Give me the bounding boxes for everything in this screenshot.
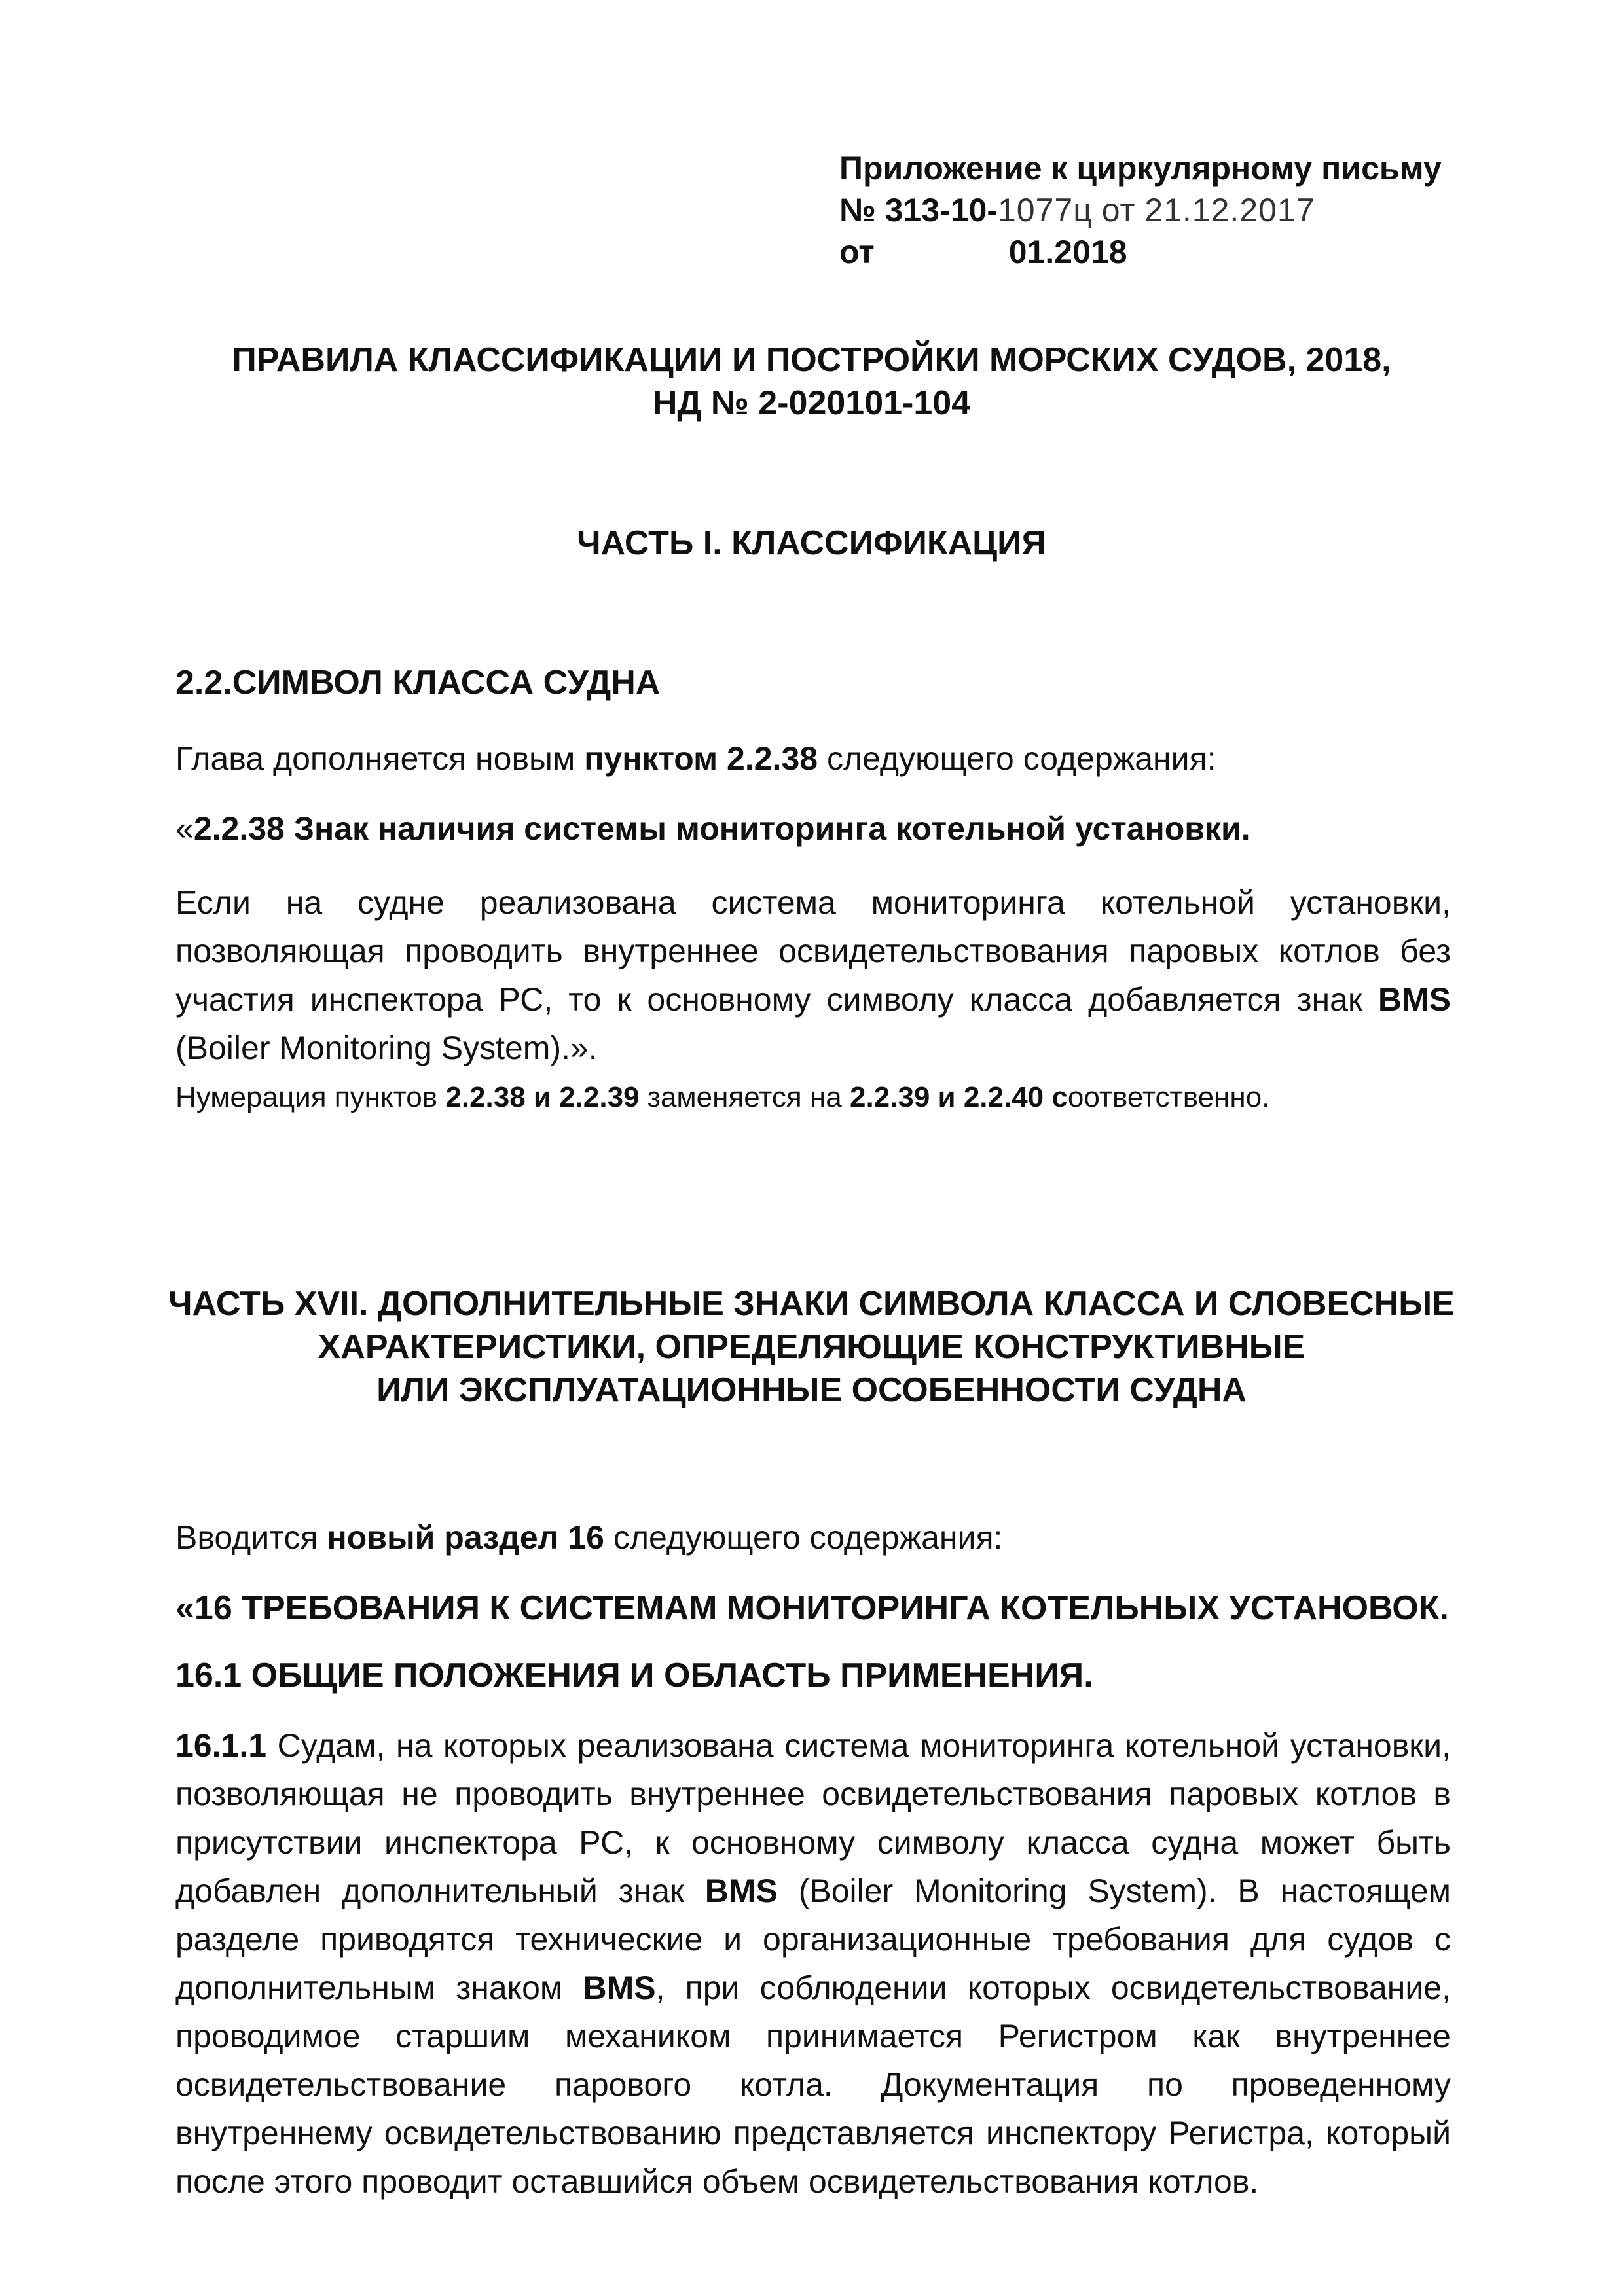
part1-body-line3-bold: BMS <box>1377 981 1451 1018</box>
appendix-from-line <box>839 233 1127 271</box>
part1-intro-bold-1: пунктом <box>584 740 718 777</box>
renumber-bold-2: 2.2.39 и 2.2.40 <box>849 1081 1044 1113</box>
part17-intro-bold: новый раздел 16 <box>327 1519 604 1556</box>
doc-title-line1: ПРАВИЛА КЛАССИФИКАЦИИ И ПОСТРОЙКИ МОРСКИХ СУДОВ, 2018, <box>232 341 1391 379</box>
part1-renumber-note <box>175 1081 1269 1114</box>
part17-intro-suffix: следующего содержания: <box>604 1519 1003 1556</box>
appendix-from-label: от <box>839 234 875 270</box>
part17-title-line1: ЧАСТЬ XVII. ДОПОЛНИТЕЛЬНЫЕ ЗНАКИ СИМВОЛА КЛАССА И СЛОВЕСНЫЕ <box>168 1285 1455 1323</box>
p-line6-bold: BMS <box>583 1969 656 2006</box>
part1-clause-title-text: 2.2.38 Знак наличия системы мониторинга котельной установки. <box>193 810 1250 847</box>
p-line1-text: Судам, на которых реализована система мониторинга котельной установки, <box>266 1727 1451 1764</box>
p-line4-prefix: добавлен дополнительный знак <box>175 1873 705 1909</box>
appendix-number-handwritten: 1077ц <box>997 192 1093 228</box>
part17-title-line2: ХАРАКТЕРИСТИКИ, ОПРЕДЕЛЯЮЩИЕ КОНСТРУКТИВНЫЕ <box>318 1328 1305 1366</box>
p-line1 <box>175 1721 1451 1770</box>
renumber-bold-c: с <box>1044 1081 1068 1113</box>
part1-clause-title <box>175 810 1250 848</box>
part1-intro-bold-2: 2.2.38 <box>718 740 818 777</box>
p-line6-prefix: дополнительным знаком <box>175 1969 583 2006</box>
p-number: 16.1.1 <box>175 1727 267 1764</box>
appendix-date-label: от <box>1101 192 1136 228</box>
part1-intro-prefix: Глава дополняется новым <box>175 740 585 777</box>
part1-section-heading: 2.2.СИМВОЛ КЛАССА СУДНА <box>175 664 661 702</box>
part1-intro-suffix: следующего содержания: <box>818 740 1216 777</box>
renumber-prefix: Нумерация пунктов <box>175 1081 446 1113</box>
p-line7: проводимое старшим механиком принимается Регистром как внутреннее <box>175 2018 1451 2054</box>
appendix-from-value: 01.2018 <box>1008 234 1127 270</box>
p-line5: разделе приводятся технические и организационные требования для судов с <box>175 1921 1451 1958</box>
p-line6 <box>175 1964 1451 2012</box>
appendix-number-prefix: № 313-10- <box>839 192 998 228</box>
renumber-bold-1: 2.2.38 и 2.2.39 <box>445 1081 640 1113</box>
part17-intro <box>175 1518 1002 1556</box>
p-line4-suffix: (Boiler Monitoring System). В настоящем <box>777 1873 1451 1909</box>
part17-section-title: «16 ТРЕБОВАНИЯ К СИСТЕМАМ МОНИТОРИНГА КОТЕЛЬНЫХ УСТАНОВОК. <box>175 1589 1449 1627</box>
part1-clause-body <box>175 878 1451 1072</box>
appendix-date-handwritten: 21.12.2017 <box>1144 192 1315 228</box>
part17-paragraph-16-1-1 <box>175 1721 1451 2206</box>
part17-title-line3: ИЛИ ЭКСПЛУАТАЦИОННЫЕ ОСОБЕННОСТИ СУДНА <box>376 1371 1247 1409</box>
part1-body-line4: (Boiler Monitoring System).». <box>175 1030 598 1066</box>
part1-body-line2: позволяющая проводить внутреннее освидетельствования паровых котлов без <box>175 933 1451 969</box>
renumber-mid: заменяется на <box>639 1081 850 1113</box>
p-line4 <box>175 1867 1451 1915</box>
p-line2: позволяющая не проводить внутреннее освидетельствования паровых котлов в <box>175 1776 1451 1812</box>
doc-title-line2: НД № 2-020101-104 <box>652 384 971 422</box>
appendix-number-line <box>839 191 1315 229</box>
part1-clause-quote: « <box>175 810 194 847</box>
renumber-suffix: оответственно. <box>1067 1081 1270 1113</box>
p-line6-suffix: , при соблюдении которых освидетельствование, <box>655 1969 1451 2006</box>
part1-body-line3-prefix: участия инспектора РС, то к основному символу класса добавляется знак <box>175 981 1378 1018</box>
p-line9: внутреннему освидетельствованию представляется инспектору Регистра, который <box>175 2115 1451 2151</box>
p-line8: освидетельствование парового котла. Документация по проведенному <box>175 2066 1451 2103</box>
part17-intro-prefix: Вводится <box>175 1519 327 1556</box>
part17-subsection-title: 16.1 ОБЩИЕ ПОЛОЖЕНИЯ И ОБЛАСТЬ ПРИМЕНЕНИЯ. <box>175 1657 1093 1695</box>
p-line3: присутствии инспектора РС, к основному символу класса судна может быть <box>175 1824 1451 1861</box>
p-line4-bold: BMS <box>704 1873 778 1909</box>
part1-title: ЧАСТЬ I. КЛАССИФИКАЦИЯ <box>577 524 1046 562</box>
part1-body-line3 <box>175 975 1451 1024</box>
part1-body-line1: Если на судне реализована система мониторинга котельной установки, <box>175 884 1451 921</box>
appendix-title: Приложение к циркулярному письму <box>839 150 1442 187</box>
part1-intro <box>175 740 1216 778</box>
p-line10: после этого проводит оставшийся объем освидетельствования котлов. <box>175 2163 1259 2200</box>
